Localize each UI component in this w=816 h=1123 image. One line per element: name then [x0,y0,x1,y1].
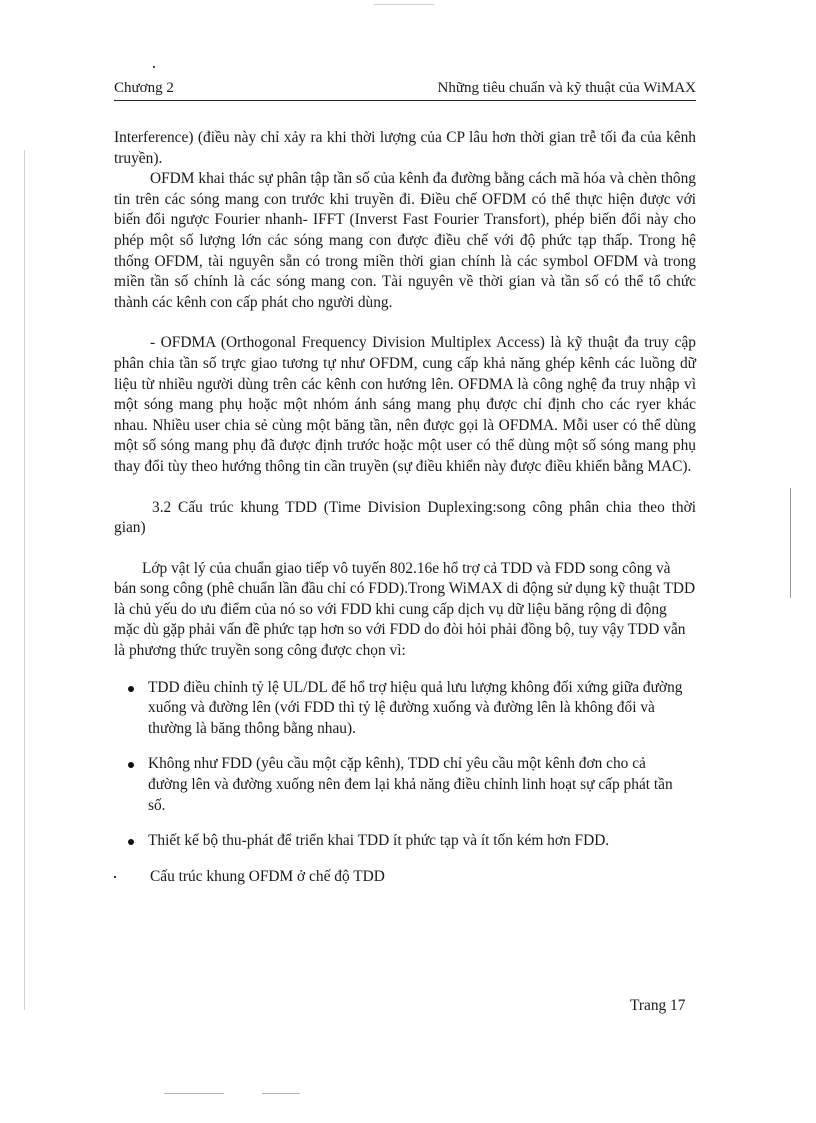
scan-edge-line [374,4,434,5]
page-body [114,128,696,887]
list-item-text: Thiết kế bộ thu-phát để triển khai TDD ít phức tạp và ít tốn kém hơn FDD. [148,832,610,850]
bullet-list [114,678,696,852]
scan-mark [153,66,155,68]
paragraph-ofdma: - OFDMA (Orthogonal Frequency Division Multiplex Access) là kỹ thuật đa truy cập phân chia tần số trực giao tương tự như OFDM, cung cấp khả năng ghép kênh các luồng dữ liệu từ nhiều người dùng trên các kênh con hướng lên. OFDMA là công nghệ đa truy nhập vì một sóng mang phụ hoặc một nhóm ánh sáng mang phụ được chỉ định cho các ryer khác nhau. Nhiều user chia sẻ cùng một băng tần, nên được gọi là OFDMA. Mỗi user có thể dùng một số sóng mang phụ đã được định trước hoặc một user có thể dùng một số sóng mang phụ thay đổi tùy theo hướng thông tin cần truyền (sự điều khiển này được điều khiển bằng MAC). [114,334,696,475]
bullet-icon [128,839,134,845]
section-heading-tdd: 3.2 Cấu trúc khung TDD (Time Division Duplexing:song công phân chia theo thời gian) [114,498,696,537]
figure-caption: Cấu trúc khung OFDM ở chế độ TDD [150,867,385,885]
scan-mark [114,876,116,878]
header-chapter: Chương 2 [114,80,174,96]
list-item-text: Không như FDD (yêu cầu một cặp kênh), TDD chỉ yêu cầu một kênh đơn cho cả đường lên và đường xuống nên đem lại khả năng điều chỉnh linh hoạt sự cấp phát tần số. [148,755,673,814]
figure-caption-line [114,867,696,888]
page-header [114,80,696,101]
scan-edge-line [262,1093,300,1094]
list-item [114,754,688,816]
bullet-icon [128,686,134,692]
list-item [114,678,688,740]
bullet-icon [128,762,134,768]
list-item [114,831,688,852]
header-title: Những tiêu chuẩn và kỹ thuật của WiMAX [437,80,696,96]
paragraph-ofdm: OFDM khai thác sự phân tập tần số của kênh đa đường bằng cách mã hóa và chèn thông tin trên các sóng mang con trước khi truyền đi. Điều chế OFDM có thể thực hiện được với biến đổi ngược Fourier nhanh- IFFT (Inverst Fast Fourier Transfort), phép biến đổi này cho phép một số lượng lớn các sóng mang con được điều chế với độ phức tạp thấp. Trong hệ thống OFDM, tài nguyên sẵn có trong miền thời gian chính là các symbol OFDM và trong miền tần số chính là các sóng mang con. Tài nguyên về thời gian và tần số có thể tổ chức thành các kênh con cấp phát cho người dùng. [114,170,696,311]
paragraph-cp-interference: Interference) (điều này chỉ xảy ra khi thời lượng của CP lâu hơn thời gian trễ tối đa của kênh truyền). [114,129,696,167]
page-number: Trang 17 [630,997,686,1014]
scan-edge-line [790,488,791,598]
list-item-text: TDD điều chỉnh tỷ lệ UL/DL để hổ trợ hiệu quả lưu lượng không đối xứng giữa đường xuống và đường lên (với FDD thì tỷ lệ đường xuống và đường lên là không đổi và thường là băng thông bằng nhau). [148,678,683,737]
scan-edge-line [164,1093,224,1094]
scan-edge-line [24,150,25,1010]
paragraph-tdd-intro: Lớp vật lý của chuẩn giao tiếp vô tuyến 802.16e hổ trợ cả TDD và FDD song công và bán song công (phê chuẩn lần đầu chỉ có FDD).Trong WiMAX di động sử dụng kỹ thuật TDD là chủ yếu do ưu điểm của nó so với FDD khi cung cấp dịch vụ dữ liệu băng rộng di động mặc dù gặp phải vấn đề phức tạp hơn so với FDD do đòi hỏi phải đồng bộ, tuy vậy TDD vẫn là phương thức truyền song công được chọn vì: [114,559,696,660]
